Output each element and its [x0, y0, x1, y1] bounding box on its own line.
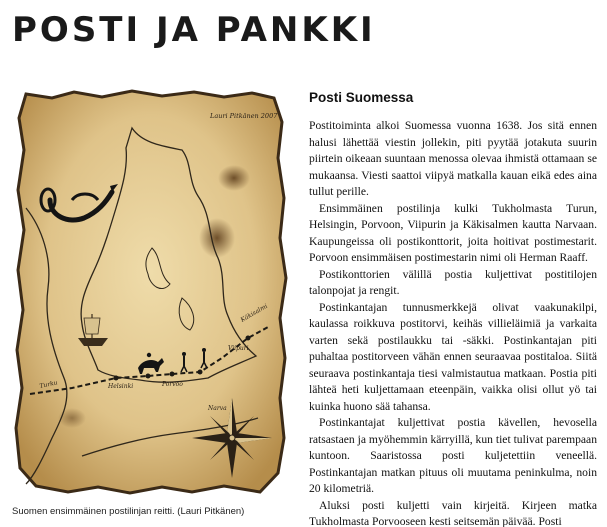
route-stop — [146, 374, 151, 379]
parchment-sheet — [16, 91, 286, 493]
place-label-kakisalmi: Käkisalmi — [239, 302, 269, 324]
burn-stain — [58, 408, 86, 428]
article-paragraph: Postikonttorien välillä postia kuljettivat postitilojen talonpojat ja rengit. — [309, 267, 597, 297]
artist-signature: Lauri Pitkänen 2007 — [210, 112, 278, 120]
route-stop — [246, 336, 251, 341]
place-label-helsinki: Helsinki — [108, 383, 134, 390]
article-paragraph: Postinkantajan tunnusmerkkejä olivat vaakunakilpi, kaulassa roikkuva postitorvi, keihäs villieläimiä ja varkaita varten sekä postilaukku tai -säkki. Postinkantajan piti puhaltaa postitorveen vähän ennen seuraavaa postitaloa. Siitä seuraava postinkantaja tiesi valmistautua matkaan. Postia piti lähteä heti kuljettamaan eteenpäin, vaikka olisi ollut yö tai kuinka huono sää tahansa. — [309, 300, 597, 413]
figure-caption: Suomen ensimmäinen postilinjan reitti. (Lauri Pitkänen) — [12, 506, 245, 517]
burn-stain — [218, 165, 250, 191]
map-illustration — [12, 88, 288, 498]
place-label-porvoo: Porvoo — [162, 381, 183, 388]
place-label-viipuri: Viipuri — [228, 345, 249, 352]
article-paragraph: Aluksi posti kuljetti vain kirjeitä. Kirjeen matka Tukholmasta Porvooseen kesti seitsemän päivää. Posti — [309, 498, 597, 527]
route-stop — [198, 370, 203, 375]
page-title: POSTI JA PANKKI — [12, 10, 376, 50]
route-stop — [114, 376, 119, 381]
postal-route-map — [12, 88, 288, 498]
place-label-narva: Narva — [208, 405, 227, 412]
burn-stain — [199, 218, 235, 258]
article — [309, 90, 597, 527]
article-paragraph: Postinkantajat kuljettivat postia kävellen, hevosella ratsastaen ja myöhemmin kärryillä, kun tiet tulivat parempaan kuntoon. Saaristossa posti kuljetettiin veneellä. Postinkantajan matkan pituus oli muutama peninkulma, noin 20 kilometriä. — [309, 416, 597, 495]
article-paragraph: Ensimmäinen postilinja kulki Tukholmasta Turun, Helsingin, Porvoon, Viipurin ja Käkisalmen kautta Narvaan. Kaupungeissa oli postikonttorit, joita hoitivat postimestarit. Porvoon ensimmäisen postimestarin nimi oli Herman Raaff. — [309, 201, 597, 264]
article-heading: Posti Suomessa — [309, 90, 414, 105]
article-paragraph: Postitoiminta alkoi Suomessa vuonna 1638. Jos sitä ennen halusi lähettää viestin jollekin, piti pyytää jotakuta suurin piirtein oikeaan suuntaan menossa olevaa ihmistä ottamaan se mukaansa. Viesti saattoi viipyä matkalla kauan eikä edes aina tullut perille. — [309, 119, 597, 198]
route-stop — [170, 372, 175, 377]
place-label-turku: Turku — [38, 379, 59, 390]
